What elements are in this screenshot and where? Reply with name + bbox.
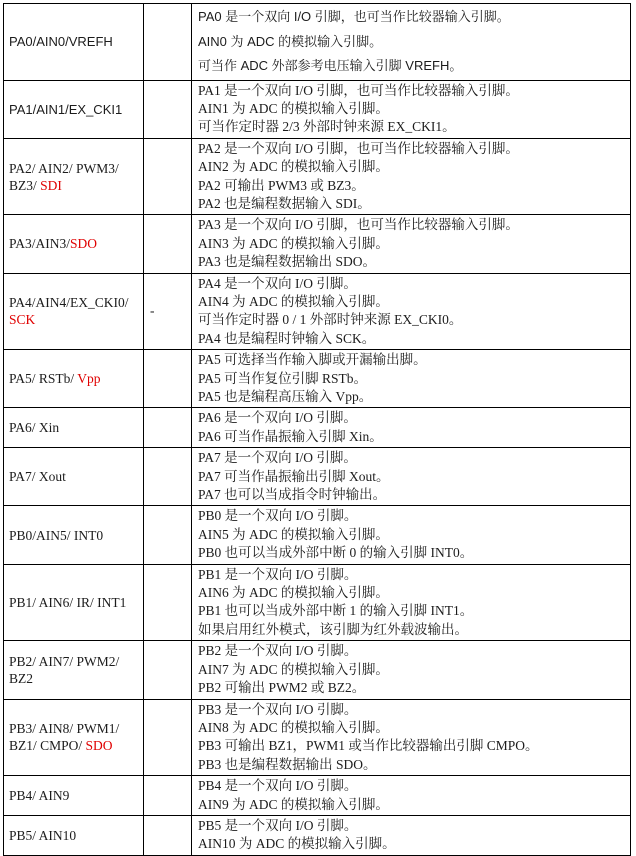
table-row <box>4 448 631 506</box>
pin-name-red: SCK <box>9 312 36 328</box>
pin-name: PB2/ AIN7/ PWM2/ BZ2 <box>9 653 120 686</box>
description-cell <box>192 448 631 506</box>
description-line: PA7 也可以当成指令时钟输出。 <box>198 487 387 503</box>
table-row <box>4 408 631 448</box>
description-cell <box>192 815 631 855</box>
pin-name: PA0/AIN0/VREFH <box>9 34 113 50</box>
pin-name-cell <box>4 80 144 138</box>
pin-name-red: SDO <box>85 738 113 754</box>
pin-name-cell <box>4 641 144 699</box>
description-line: PA3 也是编程数据输出 SDO。 <box>198 254 377 270</box>
table-row <box>4 776 631 816</box>
description-line: AIN7 为 ADC 的模拟输入引脚。 <box>198 661 389 677</box>
description-line: PA2 也是编程数据输入 SDI。 <box>198 195 371 211</box>
pin-name-cell <box>4 350 144 408</box>
description-line: PB1 也可以当成外部中断 1 的输入引脚 INT1。 <box>198 603 474 619</box>
description-line: AIN10 为 ADC 的模拟输入引脚。 <box>198 836 396 852</box>
description-line: PB0 也可以当成外部中断 0 的输入引脚 INT0。 <box>198 545 474 561</box>
description-line: PA6 可当作晶振输入引脚 Xin。 <box>198 428 383 444</box>
description-line: PA1 是一个双向 I/O 引脚，也可当作比较器输入引脚。 <box>198 82 519 98</box>
table-row <box>4 641 631 699</box>
pin-name: PB0/AIN5/ INT0 <box>9 527 104 543</box>
description-line: 可当作 ADC 外部参考电压输入引脚 VREFH。 <box>198 58 463 73</box>
description-line: PA5 可当作复位引脚 RSTb。 <box>198 370 368 386</box>
description-line: PA2 可输出 PWM3 或 BZ3。 <box>198 177 365 193</box>
type-cell <box>144 641 192 699</box>
description-line: 如果启用红外模式，该引脚为红外载波输出。 <box>198 621 468 637</box>
description-line: PA6 是一个双向 I/O 引脚。 <box>198 410 357 426</box>
table-row <box>4 564 631 641</box>
type-cell <box>144 564 192 641</box>
table-row <box>4 4 631 81</box>
pin-name: PA7/ Xout <box>9 469 66 485</box>
description-cell <box>192 80 631 138</box>
pin-name: PB5/ AIN10 <box>9 827 77 843</box>
pin-name-red: Vpp <box>77 371 101 387</box>
table-row <box>4 815 631 855</box>
pin-name-cell <box>4 408 144 448</box>
pin-name-red: SDI <box>40 177 62 193</box>
table-row <box>4 215 631 273</box>
description-cell <box>192 408 631 448</box>
pin-name: PA1/AIN1/EX_CKI1 <box>9 101 123 117</box>
description-line: AIN0 为 ADC 的模拟输入引脚。 <box>198 33 383 49</box>
table-row <box>4 350 631 408</box>
description-cell <box>192 506 631 564</box>
description-line: AIN8 为 ADC 的模拟输入引脚。 <box>198 719 389 735</box>
description-line: PB0 是一个双向 I/O 引脚。 <box>198 508 358 524</box>
pin-name: PA4/AIN4/EX_CKI0/ <box>9 295 129 311</box>
pin-name-cell <box>4 138 144 215</box>
type-cell <box>144 448 192 506</box>
pin-name-cell <box>4 4 144 81</box>
description-line: PB1 是一个双向 I/O 引脚。 <box>198 566 358 582</box>
type-dash: - <box>144 273 192 350</box>
description-line: PB3 可输出 BZ1，PWM1 或当作比较器输出引脚 CMPO。 <box>198 738 539 754</box>
description-line: PA4 也是编程时钟输入 SCK。 <box>198 330 376 346</box>
type-cell <box>144 408 192 448</box>
pin-name-cell <box>4 506 144 564</box>
pin-name: PA5/ RSTb/ <box>9 371 78 387</box>
description-line: AIN2 为 ADC 的模拟输入引脚。 <box>198 159 389 175</box>
pin-description-table <box>3 3 631 856</box>
table-row <box>4 699 631 776</box>
pin-name-red: SDO <box>70 236 98 252</box>
pin-name: PB3/ AIN8/ PWM1/ BZ1/ CMPO/ <box>9 721 120 754</box>
table-row <box>4 80 631 138</box>
type-cell <box>144 776 192 816</box>
pin-name: PB1/ AIN6/ IR/ INT1 <box>9 594 127 610</box>
type-cell <box>144 699 192 776</box>
description-line: PB4 是一个双向 I/O 引脚。 <box>198 778 358 794</box>
pin-name-cell <box>4 215 144 273</box>
pin-name-cell <box>4 699 144 776</box>
description-line: PB3 是一个双向 I/O 引脚。 <box>198 701 358 717</box>
description-line: PA2 是一个双向 I/O 引脚，也可当作比较器输入引脚。 <box>198 140 519 156</box>
description-cell <box>192 641 631 699</box>
description-line: AIN6 为 ADC 的模拟输入引脚。 <box>198 585 389 601</box>
pin-name: PB4/ AIN9 <box>9 788 70 804</box>
description-line: PA3 是一个双向 I/O 引脚，也可当作比较器输入引脚。 <box>198 217 519 233</box>
description-line: PB2 可输出 PWM2 或 BZ2。 <box>198 680 366 696</box>
description-cell <box>192 215 631 273</box>
description-line: AIN5 为 ADC 的模拟输入引脚。 <box>198 526 389 542</box>
description-line: PA0 是一个双向 I/O 引脚，也可当作比较器输入引脚。 <box>198 9 510 24</box>
description-line: PA7 可当作晶振输出引脚 Xout。 <box>198 468 390 484</box>
description-cell <box>192 350 631 408</box>
pin-name-cell <box>4 448 144 506</box>
table-row <box>4 138 631 215</box>
type-cell <box>144 4 192 81</box>
description-line: 可当作定时器 0 / 1 外部时钟来源 EX_CKI0。 <box>198 312 463 328</box>
type-cell <box>144 350 192 408</box>
description-line: PA5 可选择当作输入脚或开漏输出脚。 <box>198 352 427 368</box>
description-cell <box>192 138 631 215</box>
pin-name-cell <box>4 776 144 816</box>
table-row <box>4 273 631 350</box>
description-cell <box>192 564 631 641</box>
type-cell <box>144 815 192 855</box>
description-line: AIN4 为 ADC 的模拟输入引脚。 <box>198 293 389 309</box>
description-line: PA4 是一个双向 I/O 引脚。 <box>198 275 357 291</box>
pin-name: PA2/ AIN2/ PWM3/ BZ3/ <box>9 160 119 193</box>
type-cell <box>144 138 192 215</box>
type-cell <box>144 80 192 138</box>
type-cell <box>144 215 192 273</box>
description-line: PB3 也是编程数据输出 SDO。 <box>198 756 377 772</box>
description-line: PA7 是一个双向 I/O 引脚。 <box>198 450 357 466</box>
pin-name: PA6/ Xin <box>9 420 60 436</box>
description-line: AIN1 为 ADC 的模拟输入引脚。 <box>198 100 389 116</box>
description-cell <box>192 273 631 350</box>
description-line: AIN9 为 ADC 的模拟输入引脚。 <box>198 796 389 812</box>
type-cell <box>144 506 192 564</box>
description-cell <box>192 699 631 776</box>
table-row <box>4 506 631 564</box>
pin-name-cell <box>4 564 144 641</box>
description-line: PB5 是一个双向 I/O 引脚。 <box>198 817 358 833</box>
description-line: PA5 也是编程高压输入 Vpp。 <box>198 389 373 404</box>
description-cell <box>192 776 631 816</box>
pin-name-cell <box>4 815 144 855</box>
pin-name: PA3/AIN3/ <box>9 236 71 252</box>
description-line: AIN3 为 ADC 的模拟输入引脚。 <box>198 235 389 251</box>
description-line: PB2 是一个双向 I/O 引脚。 <box>198 643 358 659</box>
description-line: 可当作定时器 2/3 外部时钟来源 EX_CKI1。 <box>198 119 456 135</box>
description-cell <box>192 4 631 81</box>
pin-name-cell <box>4 273 144 350</box>
